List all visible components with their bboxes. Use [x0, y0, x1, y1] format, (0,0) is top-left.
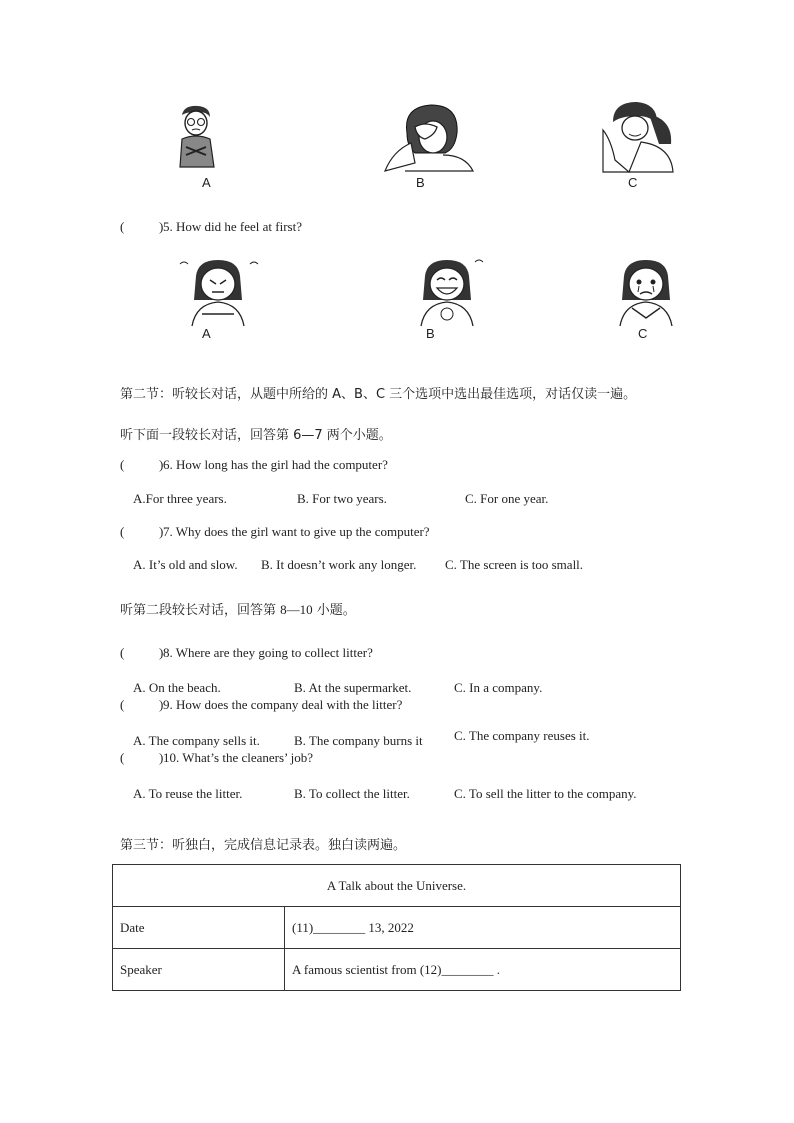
picture-q5-b [405, 256, 491, 328]
info-record-table [112, 864, 681, 991]
option-label-q4-c: C [628, 175, 638, 190]
dialogue-2-intro-end: 小题。 [316, 603, 356, 618]
q9-option-a: A. The company sells it. [133, 733, 260, 748]
question-9-text: 9. How does the company deal with the litter? [163, 697, 403, 712]
table-title-row [113, 865, 681, 907]
question-5-text: 5. How did he feel at first? [163, 219, 302, 234]
speaker-blank-12: A famous scientist from (12)________ . [285, 949, 681, 991]
q7-option-a: A. It’s old and slow. [133, 557, 238, 572]
q9-option-c: C. The company reuses it. [454, 728, 590, 743]
q9-option-b: B. The company burns it [294, 733, 423, 748]
q10-option-a: A. To reuse the litter. [133, 786, 243, 801]
option-label-q5-c: C [638, 326, 648, 341]
table-row [113, 907, 681, 949]
table-row [113, 949, 681, 991]
answer-bracket-q7-close: ) [159, 524, 164, 539]
date-label: Date [113, 907, 285, 949]
q7-option-c: C. The screen is too small. [445, 557, 584, 572]
answer-bracket-q5-close: ) [159, 219, 164, 234]
dialogue-2-question-range: 8—10 [280, 602, 313, 617]
picture-q5-c [606, 256, 686, 328]
answer-bracket-q8-close: ) [159, 645, 164, 660]
q6-option-a: A.For three years. [133, 491, 227, 506]
q10-option-c: C. To sell the litter to the company. [454, 786, 637, 801]
question-6-text: 6. How long has the girl had the computer? [163, 457, 388, 472]
answer-bracket-q9-open: ( [120, 697, 125, 712]
answer-bracket-q6-open: ( [120, 457, 125, 472]
option-label-q4-b: B [416, 175, 425, 190]
answer-bracket-q9-close: ) [159, 697, 164, 712]
dialogue-2-intro-start: 听第二段较长对话，回答第 [120, 603, 277, 618]
question-7-text: 7. Why does the girl want to give up the computer? [163, 524, 430, 539]
section-3-heading: 第三节：听独白，完成信息记录表。独白读两遍。 [120, 838, 407, 853]
option-label-q4-a: A [202, 175, 211, 190]
date-blank-11: (11)________ 13, 2022 [285, 907, 681, 949]
answer-bracket-q10-close: ) [159, 750, 164, 765]
answer-bracket-q10-open: ( [120, 750, 125, 765]
answer-bracket-q5-open: ( [120, 219, 125, 234]
q8-option-a: A. On the beach. [133, 680, 221, 695]
q8-option-c: C. In a company. [454, 680, 543, 695]
q8-option-b: B. At the supermarket. [294, 680, 412, 695]
question-8-text: 8. Where are they going to collect litter? [163, 645, 373, 660]
section-2-heading: 第二节：听较长对话，从题中所给的 A、B、C 三个选项中选出最佳选项，对话仅读一遍。 [120, 387, 637, 402]
picture-q5-a [176, 256, 262, 328]
question-10-text: 10. What’s the cleaners’ job? [163, 750, 314, 765]
dialogue-1-intro: 听下面一段较长对话，回答第 6—7 两个小题。 [120, 428, 392, 443]
speaker-label: Speaker [113, 949, 285, 991]
option-label-q5-b: B [426, 326, 435, 341]
picture-q4-b [385, 103, 475, 173]
table-title: A Talk about the Universe. [113, 865, 681, 907]
q6-option-c: C. For one year. [465, 491, 549, 506]
answer-bracket-q8-open: ( [120, 645, 125, 660]
q7-option-b: B. It doesn’t work any longer. [261, 557, 417, 572]
dialogue-2-intro [120, 599, 356, 618]
answer-bracket-q7-open: ( [120, 524, 125, 539]
answer-bracket-q6-close: ) [159, 457, 164, 472]
q6-option-b: B. For two years. [297, 491, 387, 506]
picture-q4-a [172, 103, 222, 169]
q10-option-b: B. To collect the litter. [294, 786, 410, 801]
option-label-q5-a: A [202, 326, 211, 341]
picture-q4-c [601, 100, 675, 174]
